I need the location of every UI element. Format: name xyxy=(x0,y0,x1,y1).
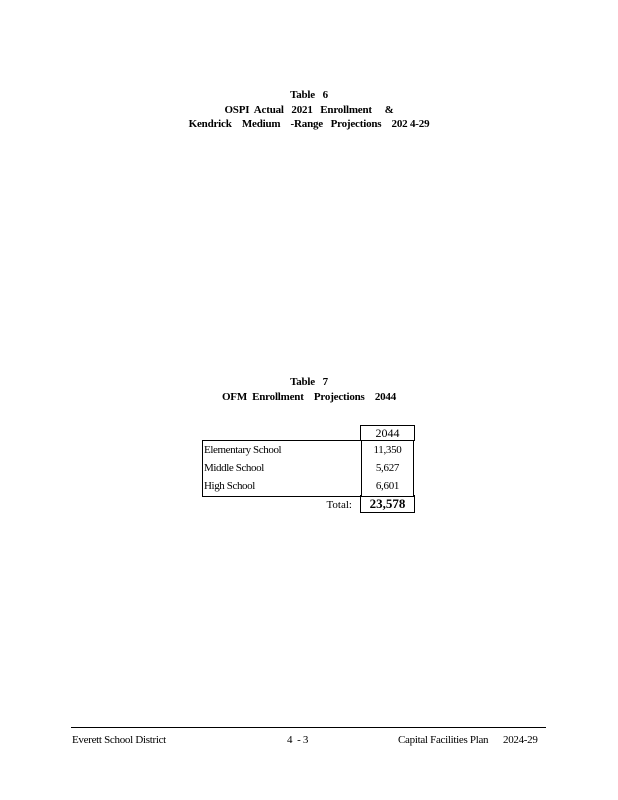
footer-years: 2024-29 xyxy=(503,734,538,746)
table6-line2: Kendrick Medium -Range Projections 202 4-29 xyxy=(188,118,430,130)
footer-plan-title: Capital Facilities Plan xyxy=(398,734,489,746)
column-header-2044: 2044 xyxy=(360,425,415,441)
row-label: Elementary School xyxy=(204,444,282,456)
row-label: High School xyxy=(204,480,255,492)
total-label: Total: xyxy=(326,499,352,511)
table-row xyxy=(203,460,413,478)
ofm-enrollment-table xyxy=(202,425,414,514)
table6-caption xyxy=(0,88,618,132)
table-row xyxy=(203,442,413,460)
table6-title: Table 6 xyxy=(290,89,328,101)
row-label: Middle School xyxy=(204,462,264,474)
footer-page-number: 4 - 3 xyxy=(287,734,309,746)
footer-district: Everett School District xyxy=(72,734,166,746)
table7-line1: OFM Enrollment Projections 2044 xyxy=(221,390,397,403)
row-value: 6,601 xyxy=(375,480,400,492)
table-row xyxy=(203,478,413,496)
row-value: 11,350 xyxy=(373,444,402,456)
table6-line1: OSPI Actual 2021 Enrollment & xyxy=(224,103,394,116)
table7-caption xyxy=(0,375,618,404)
row-value: 5,627 xyxy=(375,462,400,474)
table-body xyxy=(202,440,414,497)
table7-title: Table 7 xyxy=(290,376,328,388)
footer-rule xyxy=(71,727,546,728)
total-value: 23,578 xyxy=(360,495,415,513)
